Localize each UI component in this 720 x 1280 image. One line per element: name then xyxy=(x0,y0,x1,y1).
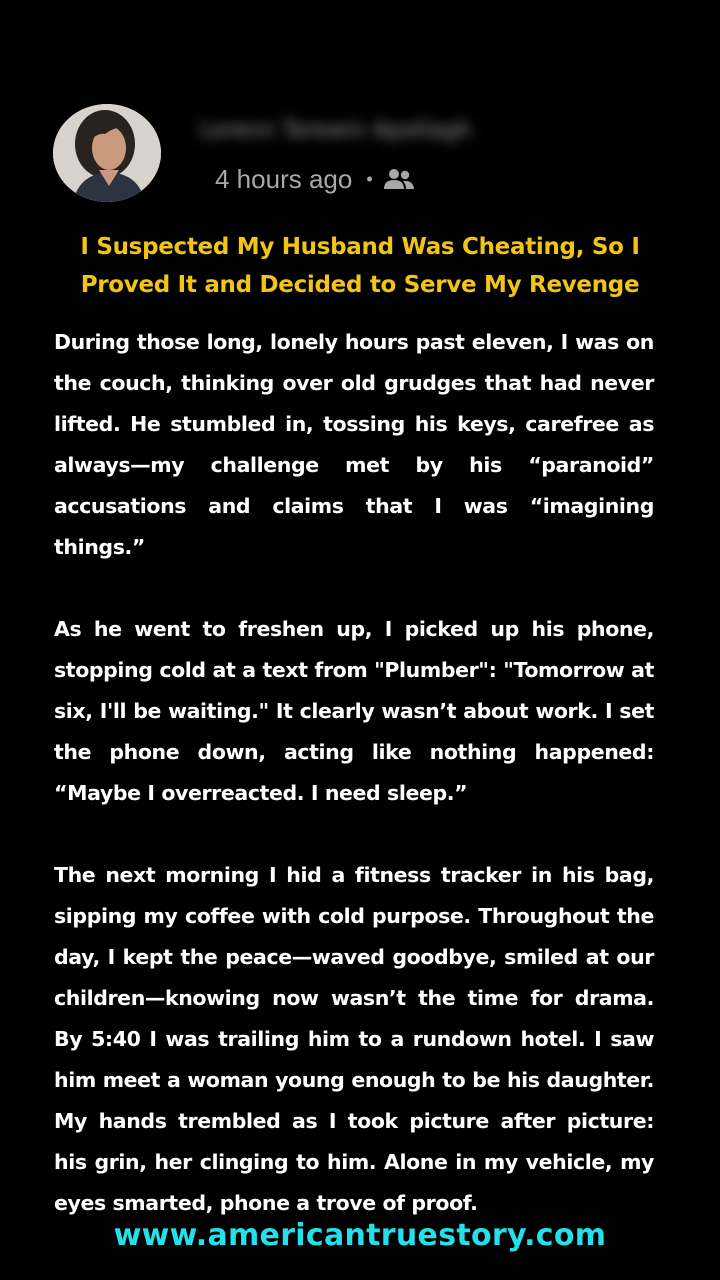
author-name[interactable]: Lorenn Tarewin Apotlagh xyxy=(200,118,472,143)
friends-icon[interactable] xyxy=(383,167,415,191)
post-header xyxy=(53,104,673,204)
article-title: I Suspected My Husband Was Cheating, So I Proved It and Decided to Serve My Revenge xyxy=(80,234,640,298)
story-paragraph: As he went to freshen up, I picked up his phone, stopping cold at a text from "Plumber": "Tomorrow at six, I'll be waiting." It clearly wasn’t about work. I set the phone down, acting like nothing happened: “Maybe I overreacted. I need sleep.” xyxy=(54,617,654,805)
post-meta xyxy=(215,162,415,196)
website-url[interactable]: www.americantruestory.com xyxy=(113,1218,607,1253)
author-avatar[interactable] xyxy=(53,104,161,202)
avatar-photo xyxy=(53,104,161,202)
article-body xyxy=(54,322,654,1224)
story-paragraph: The next morning I hid a fitness tracker in his bag, sipping my coffee with cold purpose. Throughout the day, I kept the peace—waved goodbye, smiled at our children—knowing now wasn’t the time for drama. By 5:40 I was trailing him to a rundown hotel. I saw him meet a woman young enough to be his daughter. My hands trembled as I took picture after picture: his grin, her clinging to him. Alone in my vehicle, my eyes smarted, phone a trove of proof. xyxy=(54,863,654,1215)
meta-separator: • xyxy=(366,168,373,189)
post-timestamp[interactable]: 4 hours ago xyxy=(215,163,353,194)
story-paragraph: During those long, lonely hours past eleven, I was on the couch, thinking over old grudges that had never lifted. He stumbled in, tossing his keys, carefree as always—my challenge met by his “paranoid” accusations and claims that I was “imagining things.” xyxy=(54,330,654,559)
